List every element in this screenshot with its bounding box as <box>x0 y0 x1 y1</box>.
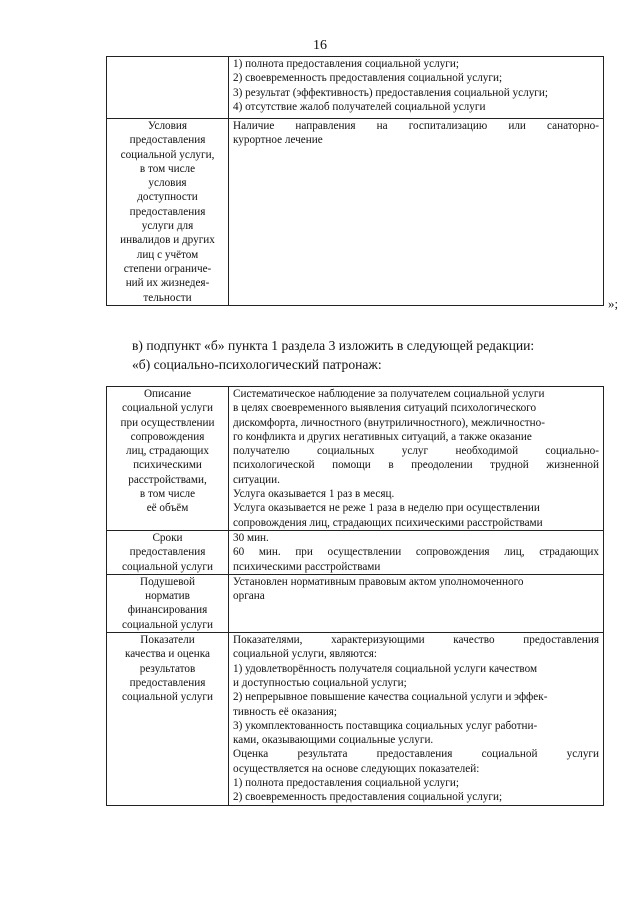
closing-quote-mark: »; <box>608 296 619 311</box>
text-line: ситуации. <box>233 473 280 486</box>
text-line: социальной услуги, являются: <box>233 648 378 661</box>
text-line: Услуга оказывается 1 раз в месяц. <box>233 488 395 501</box>
text-line: 1) полнота предоставления социальной услуги; <box>233 777 459 790</box>
text-line: Систематическое наблюдение за получателем социальной услуги <box>233 388 545 400</box>
row-label <box>107 387 229 531</box>
row-label <box>107 574 229 632</box>
text-line: и доступностью социальной услуги; <box>233 676 407 689</box>
text-line: 3) результат (эффективность) предоставления социальной услуги; <box>233 86 548 99</box>
text-line: 30 мин. <box>233 531 269 544</box>
label-line: результатов <box>139 662 196 675</box>
label-line: лиц, страдающих <box>126 445 209 458</box>
label-line: Сроки <box>152 531 183 544</box>
text-line: психологической помощи в преодолении трудной жизненной <box>233 459 599 472</box>
label-line: инвалидов и других <box>120 234 215 247</box>
table-top <box>106 56 604 306</box>
row-value <box>229 574 604 632</box>
text-line: 4) отсутствие жалоб получателей социальной услуги <box>233 100 486 113</box>
text-line: Показателями, характеризующими качество предоставления <box>233 634 599 647</box>
label-line: социальной услуги <box>122 691 213 704</box>
label-line: в том числе <box>139 162 196 175</box>
text-line: в целях своевременного выявления ситуаций психологического <box>233 402 537 415</box>
text-line: получателю социальных услуг необходимой социально- <box>233 445 599 458</box>
label-line: услуги для <box>141 220 194 233</box>
label-line: социальной услуги <box>122 618 213 631</box>
label-line: при осуществлении <box>120 416 215 429</box>
text-line: осуществляется на основе следующих показателей: <box>233 762 480 775</box>
text-line: 60 мин. при осуществлении сопровождения лиц, страдающих <box>233 546 599 559</box>
table-row <box>107 119 604 306</box>
label-line: лиц с учётом <box>136 248 199 261</box>
label-line: предоставления <box>129 676 206 689</box>
table-row <box>107 530 604 574</box>
label-line: финансирования <box>127 604 208 617</box>
row-label <box>107 57 229 119</box>
text-line: 2) своевременность предоставления социальной услуги; <box>233 72 503 85</box>
page-number: 16 <box>313 38 327 53</box>
text-line: Установлен нормативным правовым актом уполномоченного <box>233 575 524 588</box>
text-line: ками, оказывающими социальные услуги. <box>233 734 434 747</box>
label-line: Показатели <box>140 634 195 647</box>
text-line: сопровождения лиц, страдающих психическими расстройствами <box>233 516 543 529</box>
label-line: её объём <box>146 502 189 515</box>
table-row <box>107 633 604 806</box>
table-row <box>107 57 604 119</box>
text-line: 2) непрерывное повышение качества социальной услуги и эффек- <box>233 691 548 704</box>
text-line: Оценка результата предоставления социальной услуги <box>233 748 599 761</box>
label-line: ний их жизнедея- <box>125 277 210 290</box>
row-value <box>229 57 604 119</box>
text-line: Наличие направления на госпитализацию или санаторно- <box>233 120 599 132</box>
text-line: Услуга оказывается не реже 1 раза в неделю при осуществлении <box>233 502 540 515</box>
table-row <box>107 387 604 531</box>
row-label <box>107 633 229 806</box>
row-value <box>229 119 604 306</box>
row-label <box>107 530 229 574</box>
text-line: дискомфорта, личностного (внутриличностного), межличностно- <box>233 416 545 429</box>
row-value <box>229 387 604 531</box>
section-heading: «б) социально-психологический патронаж: <box>132 357 382 372</box>
label-line: сопровождения <box>130 430 205 443</box>
label-line: тельности <box>143 291 192 304</box>
label-line: в том числе <box>139 488 196 501</box>
label-line: качества и оценка <box>125 648 210 661</box>
label-line: предоставления <box>129 134 206 147</box>
row-value <box>229 530 604 574</box>
label-line: социальной услуги <box>122 402 213 415</box>
row-label <box>107 119 229 306</box>
amendment-paragraph: в) подпункт «б» пункта 1 раздела 3 изложить в следующей редакции: <box>132 338 535 353</box>
label-line: условия <box>148 177 187 190</box>
text-line: органа <box>233 590 265 603</box>
label-line: предоставления <box>129 205 206 218</box>
table-row <box>107 574 604 632</box>
label-line: предоставления <box>129 546 206 559</box>
text-line: 1) полнота предоставления социальной услуги; <box>233 58 459 70</box>
label-line: социальной услуги <box>122 560 213 573</box>
text-line: 1) удовлетворённость получателя социальной услуги качеством <box>233 662 538 675</box>
table-bottom <box>106 386 604 806</box>
label-line: норматив <box>145 590 190 603</box>
label-line: расстройствами, <box>128 473 207 486</box>
text-line: психическими расстройствами <box>233 560 381 573</box>
label-line: социальной услуги, <box>120 148 215 161</box>
text-line: курортное лечение <box>233 134 323 147</box>
label-line: Условия <box>147 120 188 132</box>
text-line: 3) укомплектованность поставщика социальных услуг работни- <box>233 719 538 732</box>
label-line: психическими <box>133 459 202 472</box>
text-line: 2) своевременность предоставления социальной услуги; <box>233 791 503 804</box>
text-line: го конфликта и других негативных ситуаций, а также оказание <box>233 430 532 443</box>
label-line: Подушевой <box>139 575 195 588</box>
label-line: Описание <box>143 388 192 400</box>
label-line: степени ограниче- <box>123 262 212 275</box>
row-value <box>229 633 604 806</box>
text-line: тивность её оказания; <box>233 705 337 718</box>
label-line: доступности <box>137 191 198 204</box>
